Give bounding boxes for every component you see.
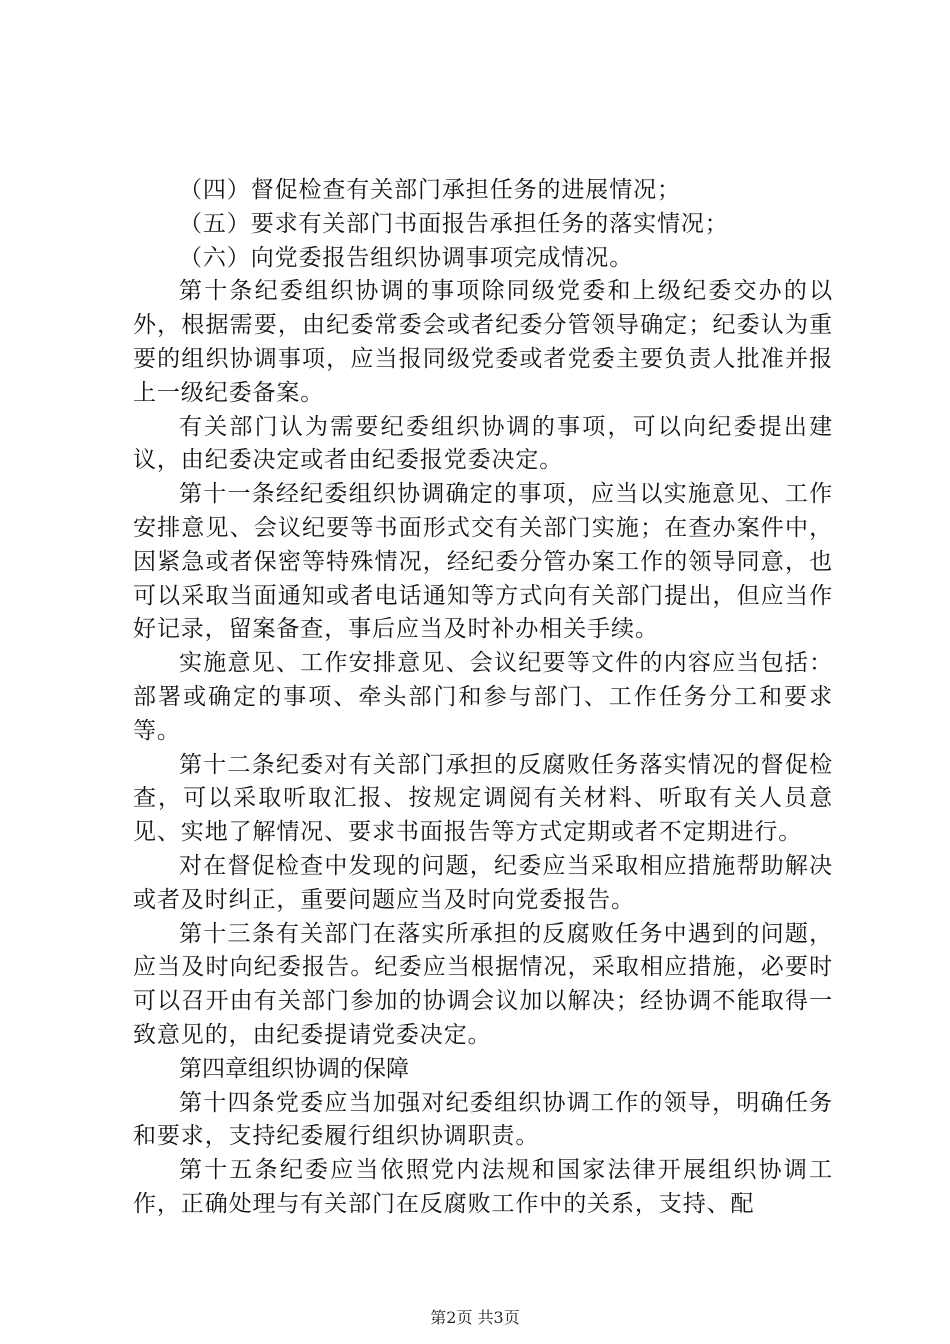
paragraph-item-5: （五）要求有关部门书面报告承担任务的落实情况；: [179, 210, 729, 237]
paragraph-article-12-problems: 对在督促检查中发现的问题，纪委应当采取相应措施帮助解决或者及时纠正，重要问题应当及时向党委报告。: [133, 852, 833, 913]
paragraph-item-6: （六）向党委报告组织协调事项完成情况。: [179, 244, 634, 271]
paragraph-article-10-suggestion: 有关部门认为需要纪委组织协调的事项，可以向纪委提出建议，由纪委决定或者由纪委报党委决定。: [133, 413, 833, 474]
paragraph-article-10: 第十条纪委组织协调的事项除同级党委和上级纪委交办的以外，根据需要，由纪委常委会或者纪委分管领导确定；纪委认为重要的组织协调事项，应当报同级党委或者党委主要负责人批准并报上一级纪委备案。: [133, 278, 833, 406]
paragraph-article-11: 第十一条经纪委组织协调确定的事项，应当以实施意见、工作安排意见、会议纪要等书面形式交有关部门实施；在查办案件中，因紧急或者保密等特殊情况，经纪委分管办案工作的领导同意，也可以采取当面通知或者电话通知等方式向有关部门提出，但应当作好记录，留案备查，事后应当及时补办相关手续。: [133, 481, 833, 643]
paragraph-article-14: 第十四条党委应当加强对纪委组织协调工作的领导，明确任务和要求，支持纪委履行组织协调职责。: [133, 1089, 833, 1150]
document-body: [133, 174, 833, 1222]
page-number-footer: 第2页 共3页: [430, 1308, 520, 1327]
paragraph-article-13: 第十三条有关部门在落实所承担的反腐败任务中遇到的问题，应当及时向纪委报告。纪委应当根据情况，采取相应措施，必要时可以召开由有关部门参加的协调会议加以解决；经协调不能取得一致意见的，由纪委提请党委决定。: [133, 920, 833, 1048]
paragraph-item-4: （四）督促检查有关部门承担任务的进展情况；: [179, 177, 681, 203]
paragraph-article-12: 第十二条纪委对有关部门承担的反腐败任务落实情况的督促检查，可以采取听取汇报、按规定调阅有关材料、听取有关人员意见、实地了解情况、要求书面报告等方式定期或者不定期进行。: [133, 751, 833, 846]
paragraph-article-11-content: 实施意见、工作安排意见、会议纪要等文件的内容应当包括：部署或确定的事项、牵头部门和参与部门、工作任务分工和要求等。: [133, 650, 833, 744]
chapter-heading: 第四章组织协调的保障: [179, 1055, 409, 1082]
paragraph-article-15: 第十五条纪委应当依照党内法规和国家法律开展组织协调工作，正确处理与有关部门在反腐败工作中的关系，支持、配: [133, 1157, 833, 1217]
